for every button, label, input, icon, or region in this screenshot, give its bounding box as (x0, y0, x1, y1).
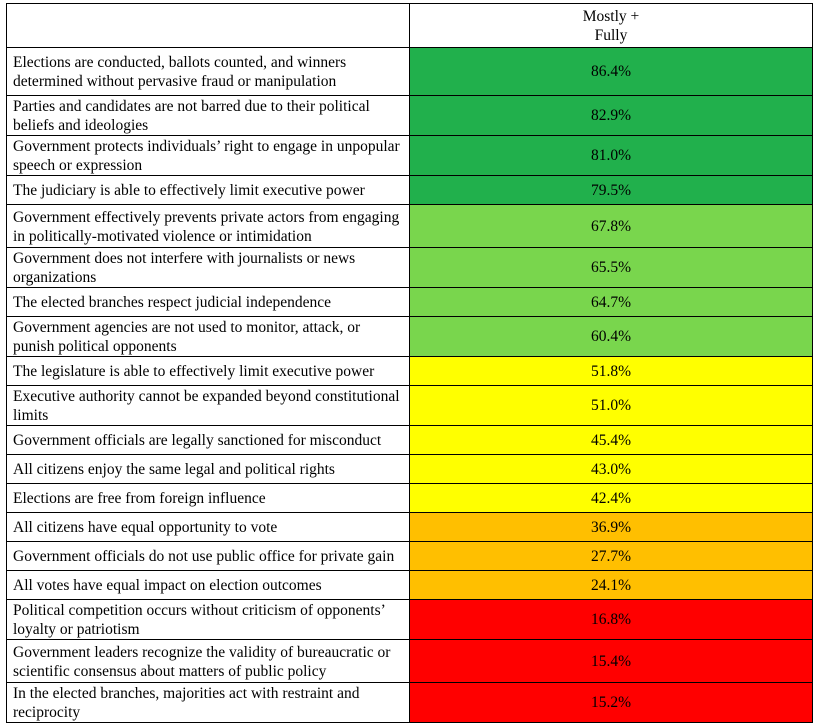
row-label: All votes have equal impact on election outcomes (7, 571, 410, 600)
row-label: The legislature is able to effectively limit executive power (7, 357, 410, 386)
row-label: The elected branches respect judicial independence (7, 288, 410, 317)
row-label: Elections are free from foreign influence (7, 484, 410, 513)
table-row (7, 683, 813, 723)
header-blank-cell (7, 4, 410, 48)
column-header-line1: Mostly + (582, 7, 640, 25)
row-value: 15.4% (410, 640, 813, 683)
column-header-line2: Fully (594, 26, 628, 44)
row-label: The judiciary is able to effectively limit executive power (7, 176, 410, 205)
row-value: 81.0% (410, 136, 813, 176)
row-label: Executive authority cannot be expanded beyond constitutional limits (7, 386, 410, 426)
row-value: 82.9% (410, 96, 813, 136)
row-value: 86.4% (410, 48, 813, 96)
row-value: 64.7% (410, 288, 813, 317)
row-label: Government agencies are not used to monitor, attack, or punish political opponents (7, 317, 410, 357)
table-row (7, 248, 813, 288)
row-label: All citizens enjoy the same legal and political rights (7, 455, 410, 484)
row-label: Government officials are legally sanctioned for misconduct (7, 426, 410, 455)
table-row (7, 542, 813, 571)
table-row (7, 484, 813, 513)
row-label: Elections are conducted, ballots counted, and winners determined without pervasive fraud or manipulation (7, 48, 410, 96)
row-value: 24.1% (410, 571, 813, 600)
row-value: 79.5% (410, 176, 813, 205)
row-value: 45.4% (410, 426, 813, 455)
table-row (7, 640, 813, 683)
row-value: 51.8% (410, 357, 813, 386)
table-row (7, 136, 813, 176)
row-value: 51.0% (410, 386, 813, 426)
row-label: Government protects individuals’ right to engage in unpopular speech or expression (7, 136, 410, 176)
table-row (7, 426, 813, 455)
table-row (7, 513, 813, 542)
table-row (7, 176, 813, 205)
row-label: Government does not interfere with journalists or news organizations (7, 248, 410, 288)
table-row (7, 600, 813, 640)
row-value: 36.9% (410, 513, 813, 542)
table-row (7, 205, 813, 248)
row-value: 15.2% (410, 683, 813, 723)
row-label: Political competition occurs without criticism of opponents’ loyalty or patriotism (7, 600, 410, 640)
row-label: Government leaders recognize the validity of bureaucratic or scientific consensus about matters of public policy (7, 640, 410, 683)
row-label: All citizens have equal opportunity to vote (7, 513, 410, 542)
row-label: Government effectively prevents private actors from engaging in politically-motivated violence or intimidation (7, 205, 410, 248)
table-row (7, 571, 813, 600)
table-row (7, 288, 813, 317)
results-table (6, 3, 813, 723)
row-value: 27.7% (410, 542, 813, 571)
row-label: Parties and candidates are not barred due to their political beliefs and ideologies (7, 96, 410, 136)
row-value: 16.8% (410, 600, 813, 640)
table-row (7, 357, 813, 386)
table-row (7, 386, 813, 426)
table-row (7, 96, 813, 136)
row-value: 60.4% (410, 317, 813, 357)
row-value: 65.5% (410, 248, 813, 288)
row-value: 43.0% (410, 455, 813, 484)
header-row (7, 4, 813, 48)
row-value: 42.4% (410, 484, 813, 513)
table-row (7, 48, 813, 96)
table-row (7, 317, 813, 357)
row-value: 67.8% (410, 205, 813, 248)
column-header-mostly-fully (410, 4, 813, 48)
table-row (7, 455, 813, 484)
row-label: In the elected branches, majorities act with restraint and reciprocity (7, 683, 410, 723)
row-label: Government officials do not use public office for private gain (7, 542, 410, 571)
table-body (7, 48, 813, 723)
